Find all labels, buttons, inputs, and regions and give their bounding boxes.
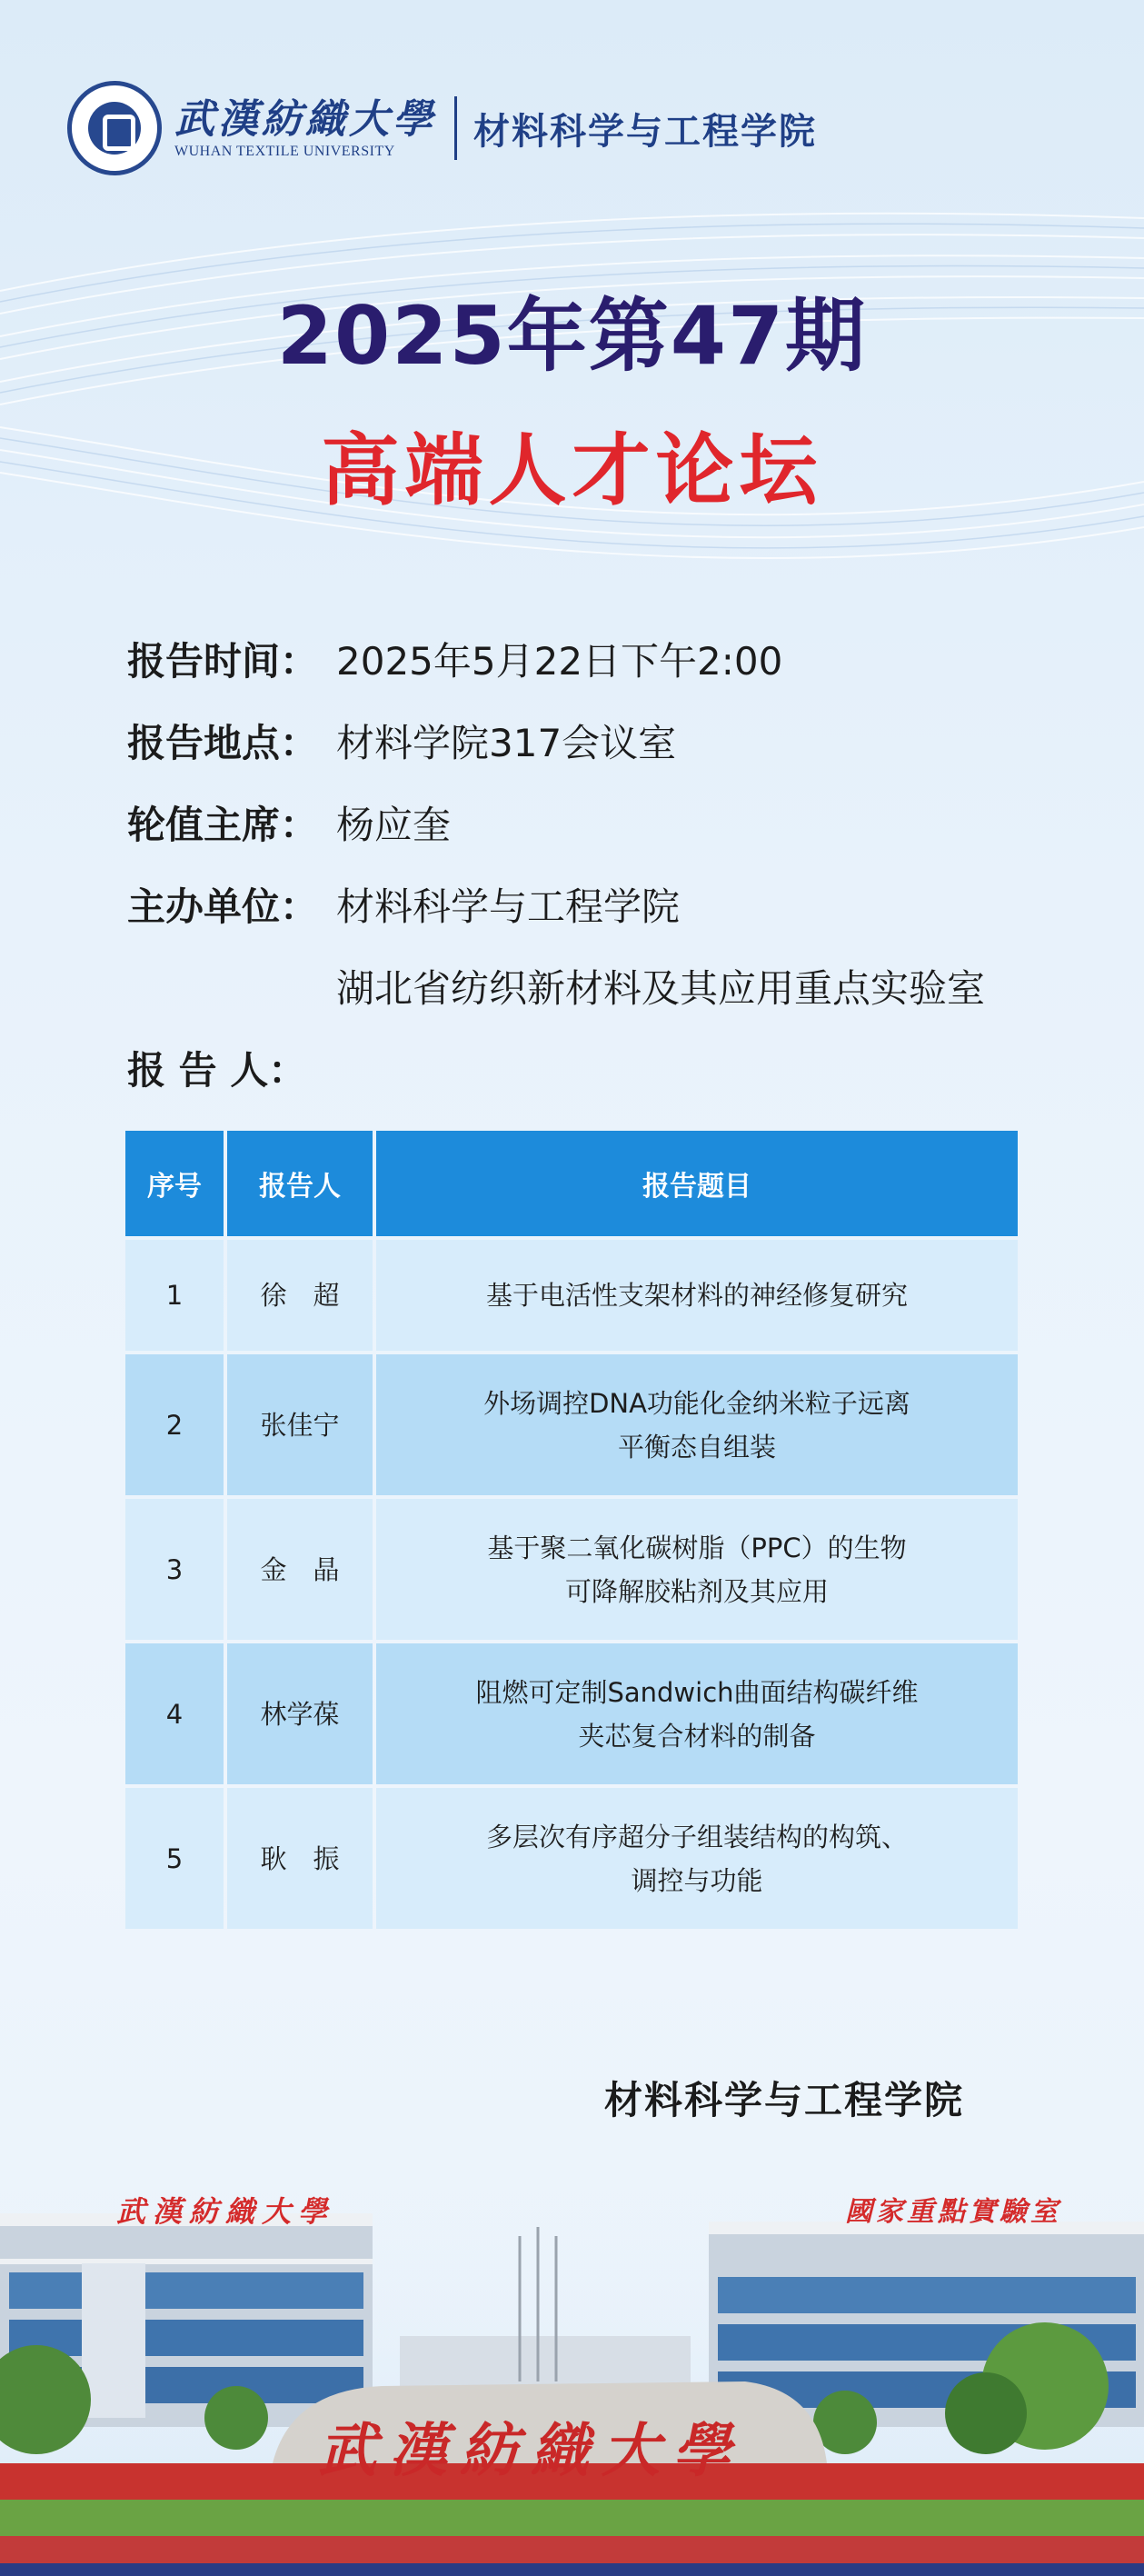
speakers-row (127, 1041, 985, 1123)
row-speaker: 金 晶 (227, 1499, 373, 1640)
header (67, 78, 817, 178)
issue-title: 2025年第47期 (276, 289, 868, 383)
host-label: 主办单位： (127, 884, 319, 929)
university-name-en: WUHAN TEXTILE UNIVERSITY (174, 144, 395, 159)
row-no: 2 (125, 1354, 224, 1495)
table-row (125, 1240, 1018, 1351)
speakers-label: 报 告 人： (127, 1048, 307, 1093)
university-name-cn: 武漢紡織大學 (174, 96, 436, 143)
college-name: 材料科学与工程学院 (473, 110, 817, 153)
time-value: 2025年5月22日下午2:00 (336, 639, 783, 684)
row-topic: 基于电活性支架材料的神经修复研究 (376, 1240, 1018, 1351)
header-no: 序号 (125, 1131, 224, 1236)
row-speaker: 张佳宁 (227, 1354, 373, 1495)
event-info (127, 632, 985, 1123)
chair-row (127, 795, 985, 877)
rock-inscription: 武漢紡織大學 (318, 2417, 743, 2485)
place-row (127, 714, 985, 795)
host-value-2: 湖北省纺织新材料及其应用重点实验室 (336, 966, 986, 1011)
row-speaker: 徐 超 (227, 1240, 373, 1351)
header-speaker: 报告人 (227, 1131, 373, 1236)
row-speaker: 耿 振 (227, 1788, 373, 1929)
row-topic: 多层次有序超分子组装结构的构筑、 调控与功能 (376, 1788, 1018, 1929)
time-label: 报告时间： (127, 639, 319, 684)
row-speaker: 林学葆 (227, 1643, 373, 1784)
university-seal-icon (67, 81, 162, 175)
place-label: 报告地点： (127, 721, 319, 765)
right-building-sign: 國家重點實驗室 (845, 2196, 1061, 2228)
forum-title: 高端人才论坛 (321, 425, 823, 516)
header-topic: 报告题目 (376, 1131, 1018, 1236)
header-divider (454, 96, 457, 160)
chair-label: 轮值主席： (127, 803, 319, 847)
speaker-table (122, 1127, 1021, 1932)
chair-value: 杨应奎 (336, 803, 452, 847)
host-row-2 (127, 959, 985, 1041)
row-no: 1 (125, 1240, 224, 1351)
table-header-row (125, 1131, 1018, 1236)
decorative-wave-lines (0, 182, 1144, 609)
host-row (127, 877, 985, 959)
table-row (125, 1788, 1018, 1929)
row-no: 3 (125, 1499, 224, 1640)
footer-organizer: 材料科学与工程学院 (604, 2078, 965, 2122)
place-value: 材料学院317会议室 (336, 721, 677, 765)
row-no: 4 (125, 1643, 224, 1784)
host-value-1: 材料科学与工程学院 (336, 884, 681, 929)
table-row (125, 1499, 1018, 1640)
row-no: 5 (125, 1788, 224, 1929)
time-row (127, 632, 985, 714)
left-building-sign: 武漢紡織大學 (116, 2194, 335, 2229)
table-row (125, 1643, 1018, 1784)
university-name (174, 96, 436, 160)
row-topic: 外场调控DNA功能化金纳米粒子远离 平衡态自组装 (376, 1354, 1018, 1495)
row-topic: 基于聚二氧化碳树脂（PPC）的生物 可降解胶粘剂及其应用 (376, 1499, 1018, 1640)
row-topic: 阻燃可定制Sandwich曲面结构碳纤维 夹芯复合材料的制备 (376, 1643, 1018, 1784)
table-row (125, 1354, 1018, 1495)
